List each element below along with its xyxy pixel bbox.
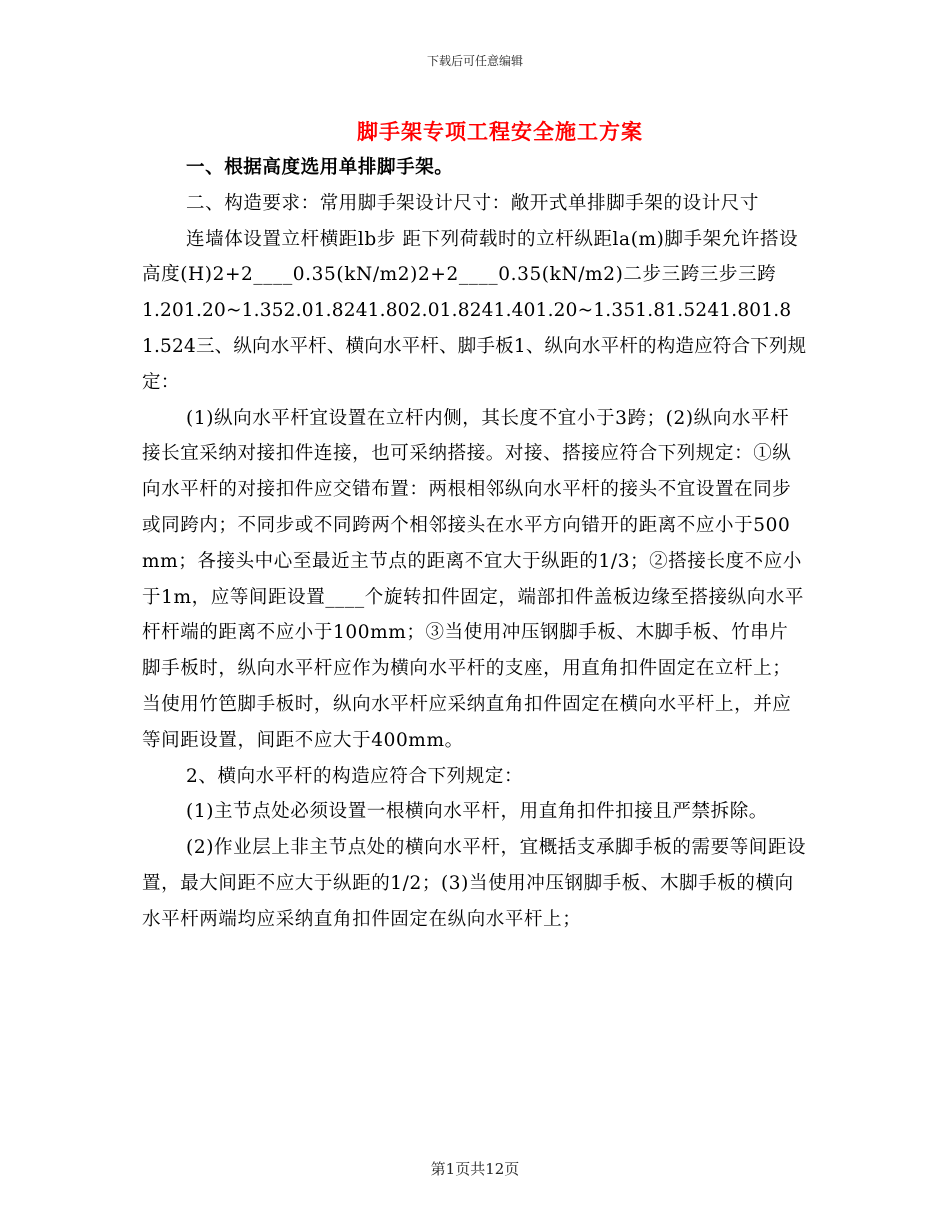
paragraph-main-node: (1)主节点处必须设置一根横向水平杆，用直角扣件扣接且严禁拆除。: [186, 801, 768, 823]
paragraph-working-layer: (2)作业层上非主节点处的横向水平杆，宜概括支承脚手板的需要等间距设置，最大间距不应大于纵距的1/2；(3)当使用冲压钢脚手板、木脚手板的横向水平杆两端均应采纳直角扣件固定在纵向水平杆上；: [142, 837, 807, 930]
paragraph-construction-requirements: 二、构造要求：常用脚手架设计尺寸：敞开式单排脚手架的设计尺寸: [186, 192, 760, 214]
page-number: 第1页共12页: [430, 1160, 520, 1178]
paragraph-table-values: 1.201.20~1.352.01.8241.802.01.8241.401.20~1.351.81.5241.801.81.524三、纵向水平杆、横向水平杆、脚手板1、纵向水平杆的构造应符合下列规定：: [142, 300, 807, 393]
paragraph-table-text: 连墙体设置立杆横距lb步 距下列荷载时的立杆纵距la(m)脚手架允许搭设高度(H)2+2____0.35(kN/m2)2+2____0.35(kN/m2)二步三跨三步三跨: [142, 228, 799, 286]
paragraph-longitudinal-bars: (1)纵向水平杆宜设置在立杆内侧，其长度不宜小于3跨；(2)纵向水平杆接长宜采纳对接扣件连接，也可采纳搭接。对接、搭接应符合下列规定：①纵向水平杆的对接扣件应交错布置：两根相邻纵向水平杆的接头不宜设置在同步或同跨内；不同步或不同跨两个相邻接头在水平方向错开的距离不应小于500mm；各接头中心至最近主节点的距离不宜大于纵距的1/3；②搭接长度不应小于1m，应等间距设置____个旋转扣件固定，端部扣件盖板边缘至搭接纵向水平杆杆端的距离不应小于100mm；③当使用冲压钢脚手板、木脚手板、竹串片脚手板时，纵向水平杆应作为横向水平杆的支座，用直角扣件固定在立杆上；当使用竹笆脚手板时，纵向水平杆应采纳直角扣件固定在横向水平杆上，并应等间距设置，间距不应大于400mm。: [142, 407, 805, 751]
document-title: 脚手架专项工程安全施工方案: [357, 119, 643, 144]
heading-height-selection: 一、根据高度选用单排脚手架。: [186, 157, 454, 178]
page-header-note: 下载后可任意编辑: [426, 54, 523, 68]
document-body: [142, 150, 807, 938]
heading-transverse-bars: 2、横向水平杆的构造应符合下列规定：: [186, 765, 524, 787]
